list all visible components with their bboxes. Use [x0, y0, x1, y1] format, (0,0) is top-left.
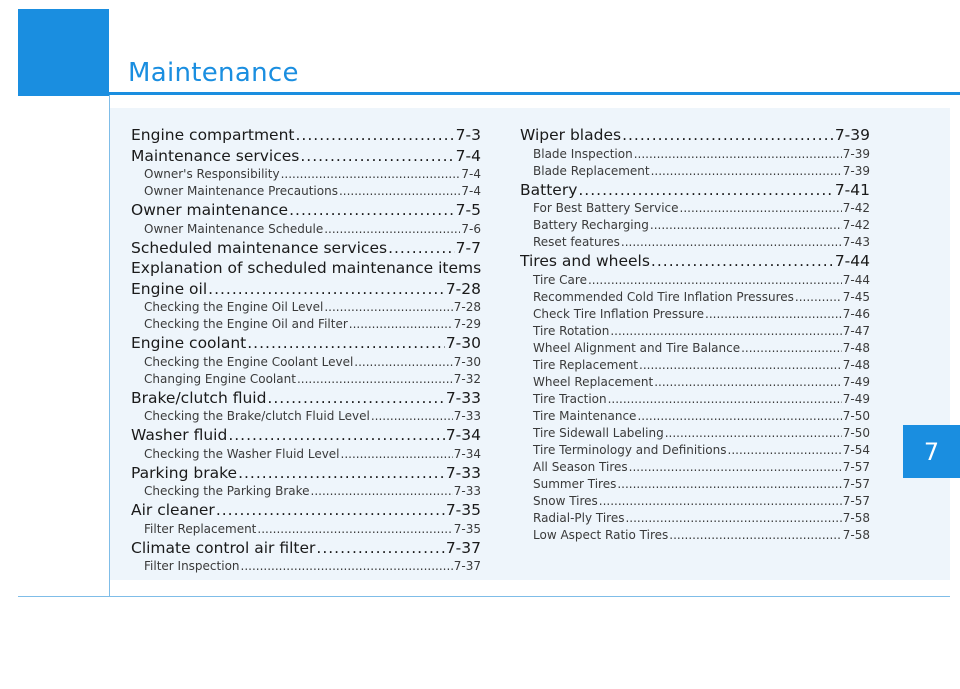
- toc-entry-label: Brake/clutch fluid: [131, 388, 267, 407]
- page-title: Maintenance: [128, 58, 299, 88]
- toc-entry-page: 7-48: [842, 357, 870, 372]
- toc-entry-label: Blade Replacement: [533, 163, 650, 178]
- dot-leader: [680, 200, 842, 217]
- dot-leader: [257, 521, 452, 538]
- dot-leader: [650, 217, 842, 234]
- header-color-block: [18, 9, 109, 96]
- margin-line: [109, 95, 110, 597]
- dot-leader: [728, 442, 842, 459]
- chapter-tab[interactable]: [903, 425, 960, 478]
- toc-entry-label: Snow Tires: [533, 493, 598, 508]
- toc-entry-page: 7-50: [842, 425, 870, 440]
- toc-entry-page: 7-33: [453, 484, 481, 498]
- toc-subsection-entry[interactable]: [520, 459, 870, 476]
- toc-subsection-entry[interactable]: [131, 221, 481, 238]
- toc-entry-page: 7-42: [842, 218, 870, 232]
- toc-subsection-entry[interactable]: [131, 354, 481, 371]
- dot-leader: [241, 558, 453, 575]
- toc-subsection-entry[interactable]: [520, 272, 870, 289]
- footer-rule: [18, 596, 950, 597]
- toc-entry-label: Radial-Ply Tires: [533, 510, 625, 525]
- toc-subsection-entry[interactable]: [131, 521, 481, 538]
- dot-leader: [238, 463, 445, 484]
- toc-section-entry[interactable]: [131, 500, 481, 521]
- toc-entry-label: Checking the Brake/clutch Fluid Level: [144, 409, 370, 423]
- toc-entry-label: Tire Replacement: [533, 357, 639, 372]
- toc-entry-page: 7-46: [842, 306, 870, 321]
- toc-entry-label: All Season Tires: [533, 459, 628, 474]
- toc-entry-label: Engine oil: [131, 279, 208, 298]
- dot-leader: [639, 357, 842, 374]
- toc-entry-page: 7-4: [455, 146, 481, 165]
- toc-entry-page: 7-43: [842, 235, 870, 249]
- dot-leader: [654, 374, 842, 391]
- dot-leader: [617, 476, 841, 493]
- toc-entry-label: Changing Engine Coolant: [144, 371, 296, 386]
- dot-leader: [665, 425, 842, 442]
- toc-column-left: [131, 125, 481, 575]
- toc-entry-page: 7-49: [842, 374, 870, 389]
- toc-entry-page: 7-4: [461, 167, 481, 181]
- toc-entry-page: 7-37: [453, 559, 481, 573]
- toc-subsection-entry[interactable]: [520, 510, 870, 527]
- toc-entry-page: 7-39: [834, 126, 870, 144]
- toc-entry-label: Tire Maintenance: [533, 408, 637, 423]
- toc-subsection-entry[interactable]: [520, 442, 870, 459]
- dot-leader: [629, 459, 842, 476]
- toc-entry-label: Engine coolant: [131, 334, 247, 352]
- toc-entry-label: Tire Terminology and Definitions: [533, 442, 727, 457]
- dot-leader: [705, 306, 842, 323]
- toc-entry-label: Battery: [520, 180, 578, 199]
- toc-entry-label: For Best Battery Service: [533, 201, 679, 215]
- toc-section-entry[interactable]: [520, 251, 870, 272]
- toc-section-entry[interactable]: [131, 333, 481, 354]
- dot-leader: [637, 408, 841, 425]
- dot-leader: [349, 316, 453, 333]
- dot-leader: [324, 221, 460, 238]
- toc-entry-page: 7-33: [453, 409, 481, 423]
- toc-subsection-entry[interactable]: [131, 166, 481, 183]
- toc-entry-label: Reset features: [533, 235, 620, 249]
- toc-subsection-entry[interactable]: [520, 374, 870, 391]
- toc-entry-page: 7-5: [455, 201, 481, 219]
- dot-leader: [247, 333, 445, 354]
- dot-leader: [795, 289, 842, 306]
- toc-entry-label: Low Aspect Ratio Tires: [533, 527, 669, 542]
- toc-subsection-entry[interactable]: [131, 446, 481, 463]
- toc-section-entry[interactable]: [131, 258, 481, 279]
- toc-entry-page: 7-58: [842, 510, 870, 525]
- toc-subsection-entry[interactable]: [520, 217, 870, 234]
- toc-entry-label: Air cleaner: [131, 501, 215, 519]
- toc-entry-label: Summer Tires: [533, 476, 617, 491]
- toc-section-entry[interactable]: [131, 200, 481, 221]
- toc-entry-label: Tire Sidewall Labeling: [533, 425, 664, 440]
- toc-entry-label: Owner Maintenance Precautions: [144, 184, 338, 198]
- dot-leader: [669, 527, 842, 544]
- toc-entry-label: Battery Recharging: [533, 218, 649, 232]
- toc-entry-page: 7-6: [461, 221, 481, 236]
- toc-subsection-entry[interactable]: [520, 200, 870, 217]
- dot-leader: [588, 272, 842, 289]
- toc-entry-page: 7-39: [842, 163, 870, 178]
- dot-leader: [388, 238, 455, 259]
- dot-leader: [216, 500, 445, 521]
- toc-entry-label: Tire Traction: [533, 391, 607, 406]
- toc-entry-page: 7-41: [834, 180, 870, 199]
- toc-subsection-entry[interactable]: [520, 493, 870, 510]
- toc-section-entry[interactable]: [131, 238, 481, 259]
- dot-leader: [311, 483, 453, 500]
- toc-entry-label: Checking the Engine Oil and Filter: [144, 317, 348, 331]
- toc-subsection-entry[interactable]: [520, 357, 870, 374]
- toc-subsection-entry[interactable]: [520, 408, 870, 425]
- toc-entry-page: 7-48: [842, 340, 870, 355]
- toc-entry-page: 7-37: [445, 538, 481, 557]
- dot-leader: [371, 408, 453, 425]
- dot-leader: [578, 180, 833, 201]
- dot-leader: [599, 493, 842, 510]
- toc-subsection-entry[interactable]: [131, 483, 481, 500]
- dot-leader: [281, 166, 461, 183]
- toc-entry-label: Tire Care: [533, 272, 587, 287]
- toc-entry-page: 7-34: [453, 446, 481, 461]
- dot-leader: [608, 391, 842, 408]
- toc-section-entry[interactable]: [131, 538, 481, 559]
- toc-entry-label: Check Tire Inflation Pressure: [533, 306, 704, 321]
- dot-leader: [651, 163, 842, 180]
- toc-entry-page: 7-47: [842, 323, 870, 338]
- toc-entry-page: 7-44: [842, 272, 870, 287]
- toc-subsection-entry[interactable]: [520, 340, 870, 357]
- toc-subsection-entry[interactable]: [520, 323, 870, 340]
- toc-entry-page: 7-58: [842, 527, 870, 542]
- toc-entry-page: 7-33: [445, 463, 481, 482]
- toc-entry-page: 7-57: [842, 493, 870, 508]
- toc-entry-page: 7-33: [445, 388, 481, 407]
- toc-subsection-entry[interactable]: [520, 234, 870, 251]
- dot-leader: [295, 125, 454, 146]
- toc-subsection-entry[interactable]: [520, 391, 870, 408]
- toc-entry-page: 7-35: [445, 501, 481, 519]
- dot-leader: [300, 146, 454, 167]
- toc-entry-page: 7-50: [842, 408, 870, 423]
- toc-entry-label: Checking the Engine Coolant Level: [144, 354, 354, 369]
- toc-entry-page: 7-57: [842, 459, 870, 474]
- chapter-number: 7: [923, 437, 940, 466]
- toc-subsection-entry[interactable]: [131, 408, 481, 425]
- dot-leader: [634, 146, 842, 163]
- toc-entry-page: 7-29: [453, 317, 481, 331]
- toc-entry-page: 7-30: [445, 334, 481, 352]
- toc-section-entry[interactable]: [131, 388, 481, 409]
- dot-leader: [316, 538, 444, 559]
- toc-entry-label: Tire Rotation: [533, 323, 610, 338]
- dot-leader: [341, 446, 453, 463]
- toc-entry-label: Checking the Parking Brake: [144, 484, 310, 498]
- toc-section-entry[interactable]: [131, 146, 481, 167]
- toc-entry-page: 7-42: [842, 201, 870, 215]
- toc-entry-page: 7-57: [842, 476, 870, 491]
- toc-entry-page: 7-44: [834, 252, 870, 270]
- toc-section-entry[interactable]: [520, 125, 870, 146]
- toc-entry-page: 7-3: [455, 126, 481, 144]
- toc-entry-label: Maintenance services: [131, 146, 300, 165]
- toc-entry-label: Washer fluid: [131, 426, 228, 444]
- toc-section-entry[interactable]: [131, 279, 481, 300]
- toc-entry-label: Owner Maintenance Schedule: [144, 221, 324, 236]
- toc-subsection-entry[interactable]: [520, 306, 870, 323]
- dot-leader: [625, 510, 841, 527]
- toc-subsection-entry[interactable]: [131, 371, 481, 388]
- toc-subsection-entry[interactable]: [520, 146, 870, 163]
- toc-entry-page: 7-28: [453, 300, 481, 314]
- toc-entry-label: Climate control air filter: [131, 538, 316, 557]
- toc-section-entry[interactable]: [131, 463, 481, 484]
- toc-entry-label: Engine compartment: [131, 126, 295, 144]
- dot-leader: [339, 183, 460, 200]
- toc-entry-page: 7-45: [842, 289, 870, 304]
- toc-entry-label: Owner maintenance: [131, 201, 289, 219]
- toc-subsection-entry[interactable]: [520, 527, 870, 544]
- toc-column-right: [520, 125, 870, 544]
- toc-entry-label: Tires and wheels: [520, 252, 650, 270]
- dot-leader: [610, 323, 841, 340]
- toc-entry-page: 7-4: [461, 184, 481, 198]
- dot-leader: [208, 279, 445, 300]
- toc-entry-page: 7-30: [453, 354, 481, 369]
- toc-entry-label: Wheel Alignment and Tire Balance: [533, 340, 741, 355]
- dot-leader: [354, 354, 452, 371]
- toc-subsection-entry[interactable]: [520, 163, 870, 180]
- toc-entry-label: Explanation of scheduled maintenance items: [131, 259, 481, 277]
- toc-entry-page: 7-32: [453, 371, 481, 386]
- dot-leader: [741, 340, 842, 357]
- toc-entry-page: 7-34: [445, 426, 481, 444]
- toc-subsection-entry[interactable]: [131, 316, 481, 333]
- title-underline: [18, 92, 960, 95]
- dot-leader: [289, 200, 455, 221]
- toc-entry-label: Blade Inspection: [533, 146, 633, 161]
- toc-section-entry[interactable]: [131, 425, 481, 446]
- toc-entry-page: 7-39: [842, 146, 870, 161]
- toc-entry-label: Filter Inspection: [144, 559, 240, 573]
- toc-subsection-entry[interactable]: [131, 299, 481, 316]
- toc-entry-label: Checking the Engine Oil Level: [144, 300, 324, 314]
- dot-leader: [651, 251, 834, 272]
- toc-entry-label: Recommended Cold Tire Inflation Pressures: [533, 289, 794, 304]
- toc-entry-label: Scheduled maintenance services: [131, 238, 388, 257]
- toc-subsection-entry[interactable]: [520, 476, 870, 493]
- toc-subsection-entry[interactable]: [131, 183, 481, 200]
- toc-section-entry[interactable]: [131, 125, 481, 146]
- toc-entry-label: Parking brake: [131, 463, 238, 482]
- toc-entry-page: 7-28: [445, 279, 481, 298]
- dot-leader: [267, 388, 444, 409]
- dot-leader: [324, 299, 452, 316]
- dot-leader: [297, 371, 453, 388]
- toc-entry-label: Wheel Replacement: [533, 374, 654, 389]
- toc-entry-label: Checking the Washer Fluid Level: [144, 446, 340, 461]
- toc-entry-label: Wiper blades: [520, 126, 622, 144]
- toc-entry-page: 7-49: [842, 391, 870, 406]
- toc-entry-page: 7-7: [455, 238, 481, 257]
- toc-entry-label: Owner's Responsibility: [144, 167, 280, 181]
- toc-subsection-entry[interactable]: [520, 289, 870, 306]
- dot-leader: [228, 425, 445, 446]
- toc-section-entry[interactable]: [520, 180, 870, 201]
- toc-subsection-entry[interactable]: [520, 425, 870, 442]
- toc-entry-page: 7-54: [842, 442, 870, 457]
- dot-leader: [621, 234, 842, 251]
- toc-entry-page: 7-35: [453, 521, 481, 536]
- dot-leader: [622, 125, 834, 146]
- toc-subsection-entry[interactable]: [131, 558, 481, 575]
- toc-entry-label: Filter Replacement: [144, 521, 257, 536]
